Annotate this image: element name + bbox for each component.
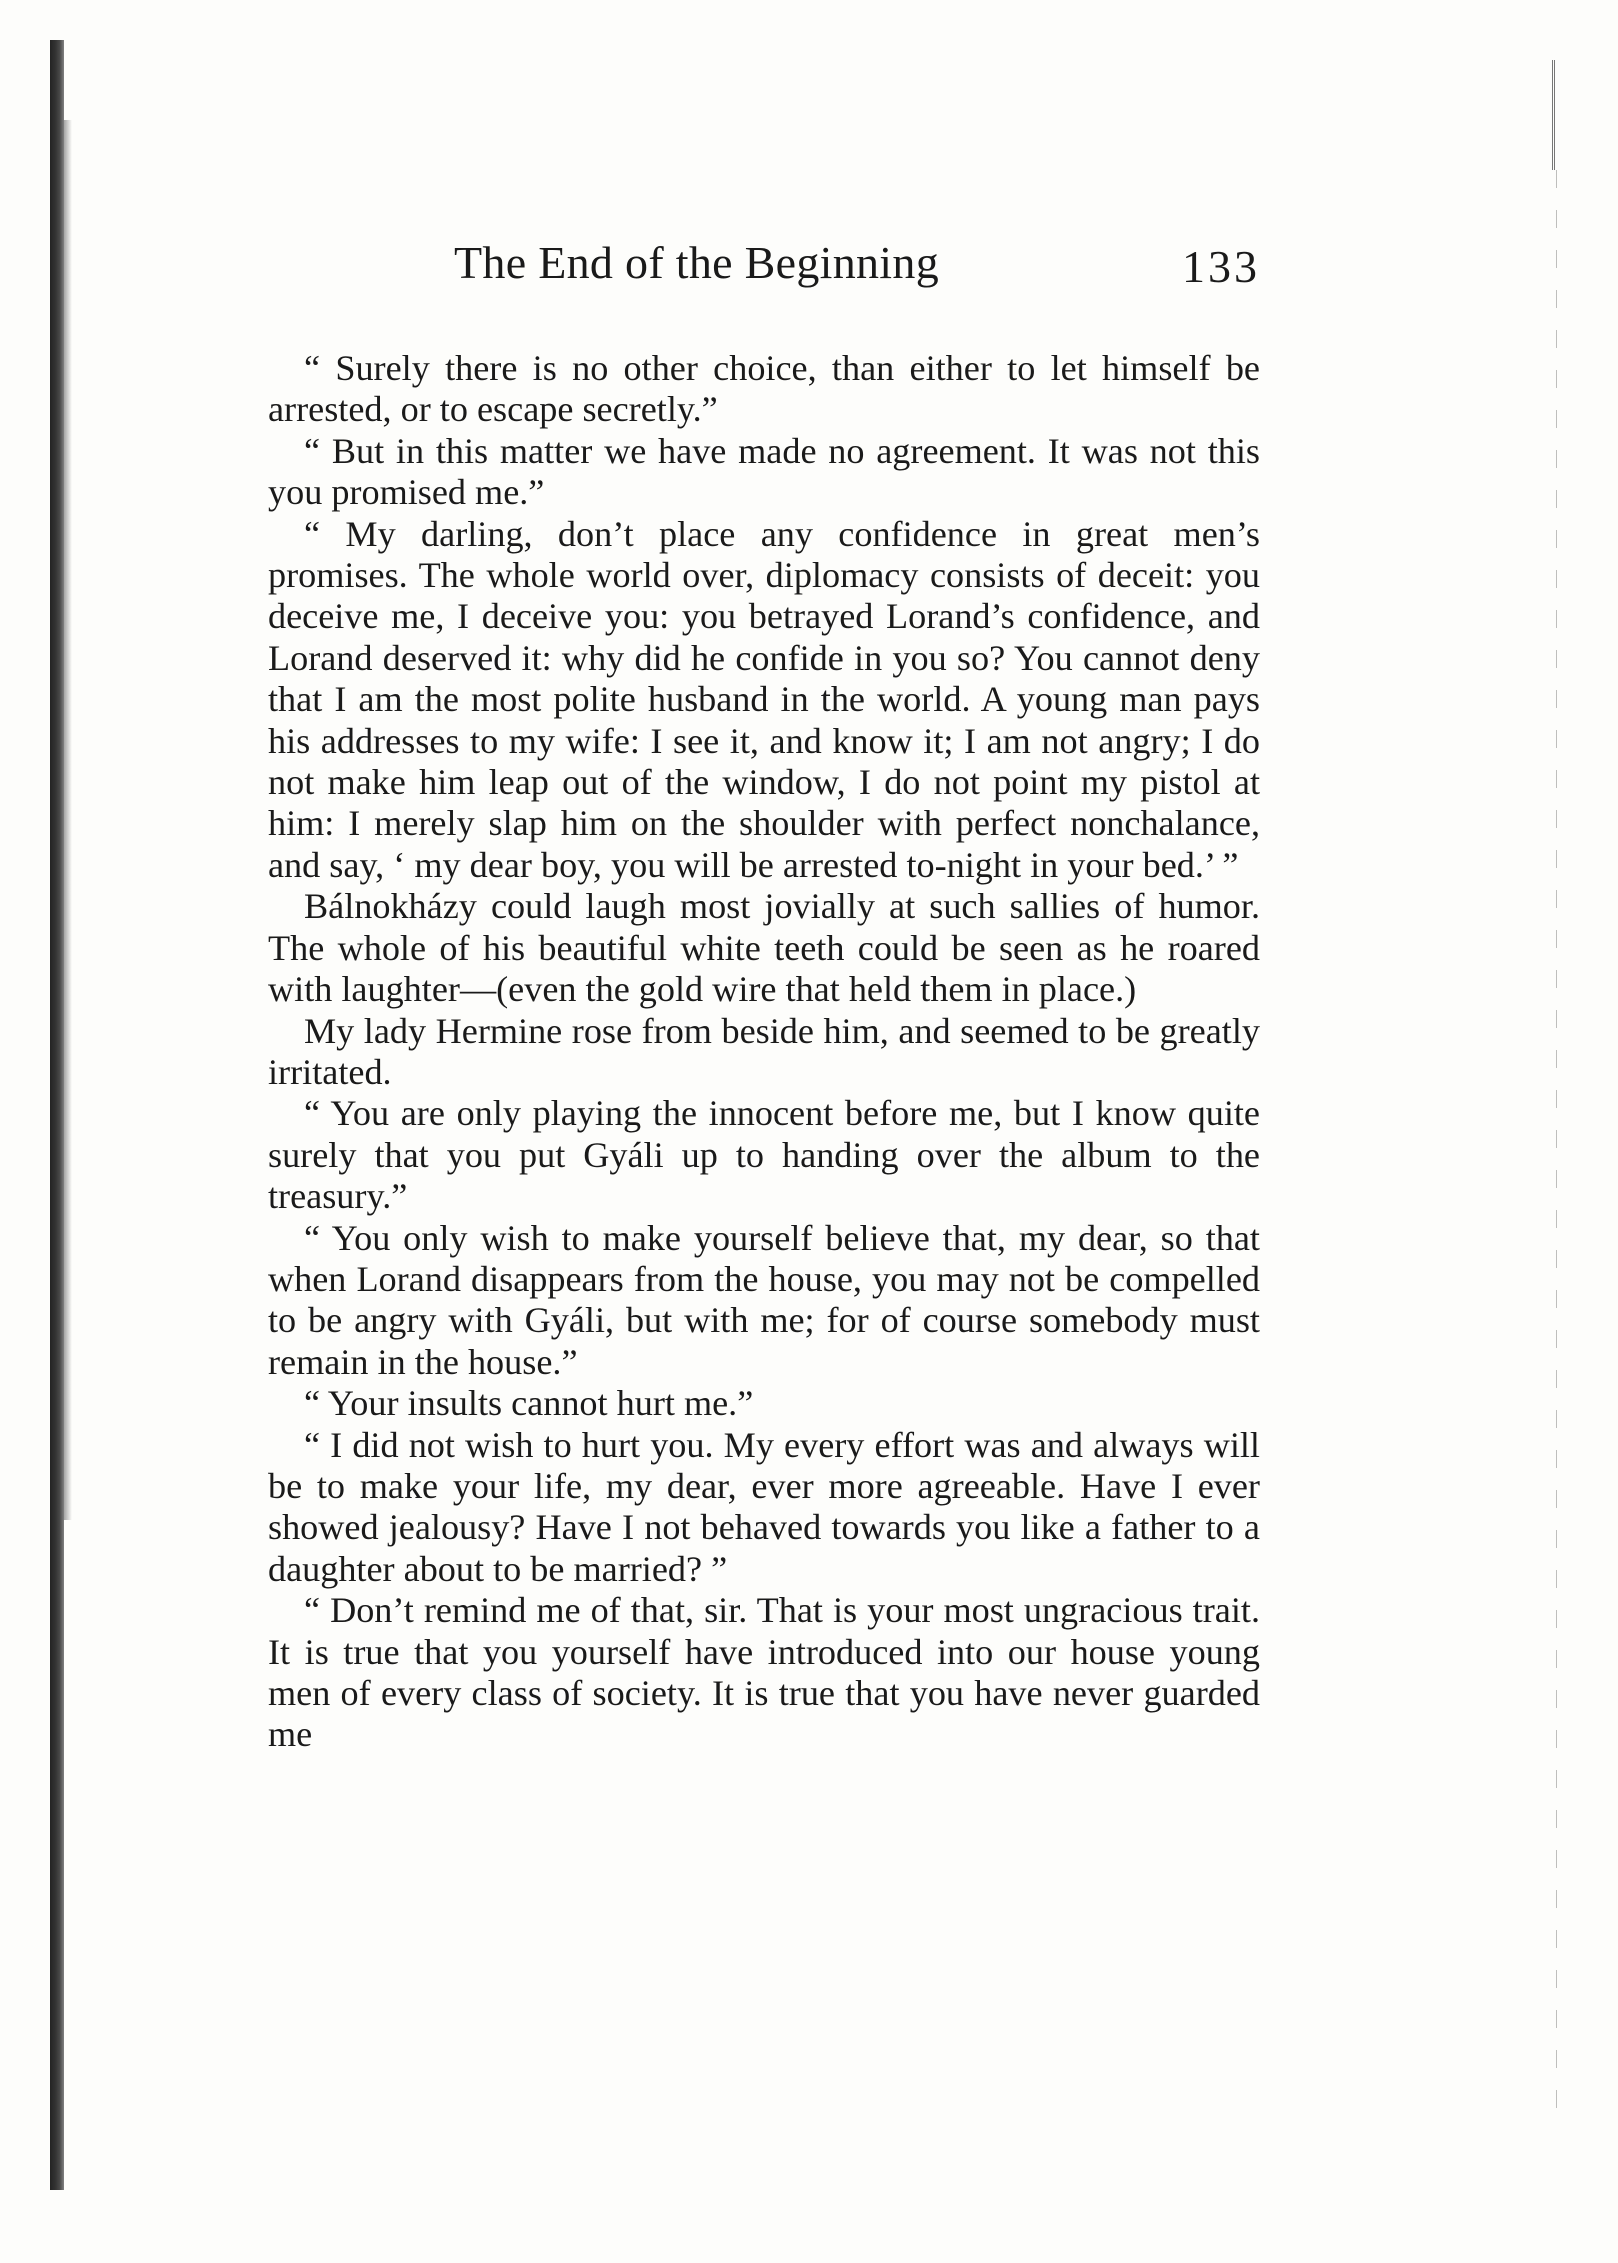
paragraph: “ Surely there is no other choice, than either to let himself be arrested, or to escape secretly.” (268, 348, 1260, 430)
body-text (268, 348, 1260, 1756)
paragraph: “ You are only playing the innocent before me, but I know quite surely that you put Gyáli up to handing over the album to the treasury.” (268, 1093, 1260, 1217)
paragraph: “ I did not wish to hurt you. My every effort was and always will be to make your life, my dear, ever more agreeable. Have I ever showed jealousy? Have I not behaved towards you like a father to a daughter about to be married? ” (268, 1424, 1260, 1589)
paragraph: “ You only wish to make yourself believe that, my dear, so that when Lorand disappears from the house, you may not be compelled to be angry with Gyáli, but with me; for of course somebody must remain in the house.” (268, 1217, 1260, 1382)
paragraph: “ But in this matter we have made no agreement. It was not this you promised me.” (268, 430, 1260, 513)
paragraph: My lady Hermine rose from beside him, and seemed to be greatly irritated. (268, 1010, 1260, 1092)
page-number: 133 (1182, 241, 1260, 292)
paragraph: “ Your insults cannot hurt me.” (304, 1383, 754, 1424)
paragraph: “ My darling, don’t place any confidence in great men’s promises. The whole world over, diplomacy consists of deceit: you deceive me, I deceive you: you betrayed Lorand’s confidence, and Lorand deserved it: why did he confide in you so? You cannot deny that I am the most polite husband in the world. A young man pays his addresses to my wife: I see it, and know it; I am not angry; I do not make him leap out of the window, I do not point my pistol at him: I merely slap him on the shoulder with perfect nonchalance, and say, ‘ my dear boy, you will be arrested to-night in your bed.’ ” (268, 513, 1260, 885)
page-edge-right (1556, 170, 1557, 2120)
running-title: The End of the Beginning (454, 237, 939, 288)
binding-edge-right (1552, 60, 1556, 170)
paragraph: Bálnokházy could laugh most jovially at such sallies of humor. The whole of his beautiful white teeth could be seen as he roared with laughter—(even the gold wire that held them in place.) (268, 886, 1260, 1010)
page-header (268, 236, 1260, 306)
binding-edge-left (50, 40, 64, 2190)
paragraph: “ Don’t remind me of that, sir. That is your most ungracious trait. It is true that you yourself have introduced into our house young men of every class of society. It is true that you have never guarded me (268, 1590, 1260, 1755)
binding-shadow (64, 120, 72, 1520)
